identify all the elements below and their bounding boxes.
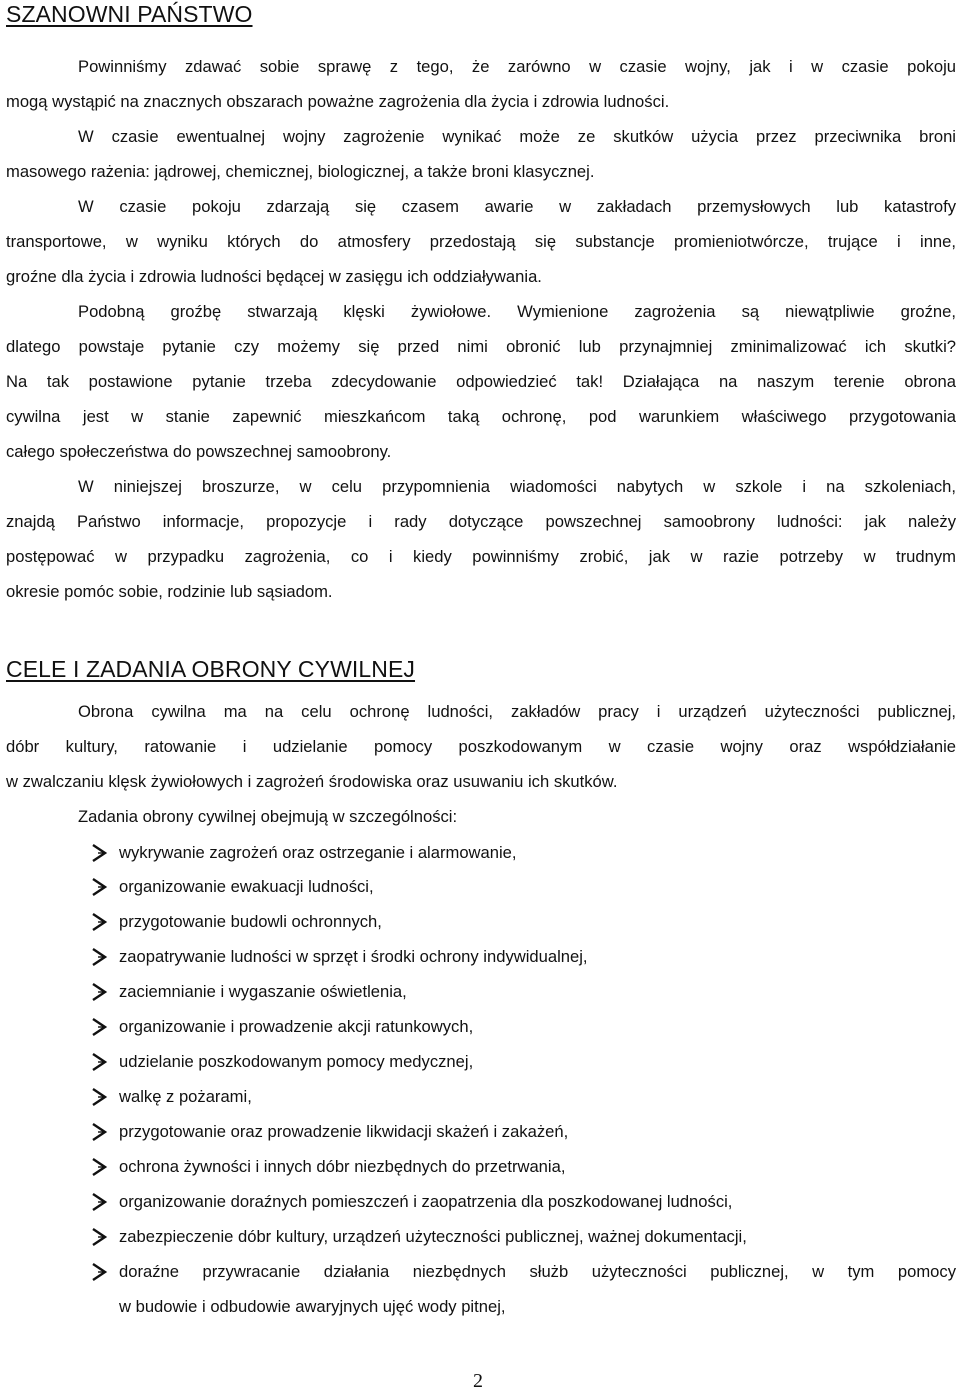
paragraph-line: dlatego powstaje pytanie czy możemy się przed nimi obronić lub przynajmniej zminimalizować ich skutki? (6, 337, 956, 356)
arrowhead-bullet-icon (90, 1087, 112, 1107)
arrowhead-bullet-icon (90, 1052, 112, 1072)
paragraph-line: Na tak postawione pytanie trzeba zdecydowanie odpowiedzieć tak! Działająca na naszym terenie obrona (6, 372, 956, 391)
paragraph-line: W niniejszej broszurze, w celu przypomnienia wiadomości nabytych w szkole i na szkoleniach, (78, 477, 956, 496)
list-item-text: organizowanie i prowadzenie akcji ratunkowych, (119, 1017, 474, 1036)
list-item-text: przygotowanie budowli ochronnych, (119, 912, 382, 931)
list-item-text: przygotowanie oraz prowadzenie likwidacji skażeń i zakażeń, (119, 1122, 569, 1141)
paragraph-line: mogą wystąpić na znacznych obszarach poważne zagrożenia dla życia i zdrowia ludności. (6, 92, 670, 111)
list-item-text: zaciemnianie i wygaszanie oświetlenia, (119, 982, 407, 1001)
list-item-text: zabezpieczenie dóbr kultury, urządzeń użyteczności publicznej, ważnej dokumentacji, (119, 1227, 747, 1246)
paragraph-line: transportowe, w wyniku których do atmosfery przedostają się substancje promieniotwórcze, trujące i inne, (6, 232, 956, 251)
paragraph-line: dóbr kultury, ratowanie i udzielanie pomocy poszkodowanym w czasie wojny oraz współdziałanie (6, 737, 956, 756)
paragraph-line: W czasie ewentualnej wojny zagrożenie wynikać może ze skutków użycia przez przeciwnika broni (78, 127, 956, 146)
list-item-text: organizowanie doraźnych pomieszczeń i zaopatrzenia dla poszkodowanej ludności, (119, 1192, 733, 1211)
paragraph-line: Powinniśmy zdawać sobie sprawę z tego, że zarówno w czasie wojny, jak i w czasie pokoju (78, 57, 956, 76)
page-number: 2 (473, 1370, 483, 1392)
paragraph-line: masowego rażenia: jądrowej, chemicznej, biologicznej, a także broni klasycznej. (6, 162, 595, 181)
paragraph-line: Obrona cywilna ma na celu ochronę ludności, zakładów pracy i urządzeń użyteczności publicznej, (78, 702, 956, 721)
paragraph-line: okresie pomóc sobie, rodzinie lub sąsiadom. (6, 582, 333, 601)
list-item-text: walkę z pożarami, (119, 1087, 252, 1106)
arrowhead-bullet-icon (90, 1192, 112, 1212)
paragraph-line: groźne dla życia i zdrowia ludności będącej w zasięgu ich oddziaływania. (6, 267, 542, 286)
list-item-text: zaopatrywanie ludności w sprzęt i środki ochrony indywidualnej, (119, 947, 588, 966)
list-item-text: wykrywanie zagrożeń oraz ostrzeganie i alarmowanie, (119, 843, 517, 862)
paragraph-line: Zadania obrony cywilnej obejmują w szczególności: (78, 807, 458, 826)
list-item-text: udzielanie poszkodowanym pomocy medycznej, (119, 1052, 474, 1071)
list-item-text: organizowanie ewakuacji ludności, (119, 877, 374, 896)
arrowhead-bullet-icon (90, 912, 112, 932)
paragraph-line: w zwalczaniu klęsk żywiołowych i zagrożeń środowiska oraz usuwaniu ich skutków. (6, 772, 618, 791)
paragraph-line: znajdą Państwo informacje, propozycje i rady dotyczące powszechnej samoobrony ludności: jak należy (6, 512, 956, 531)
paragraph-line: W czasie pokoju zdarzają się czasem awarie w zakładach przemysłowych lub katastrofy (78, 197, 956, 216)
page-heading: SZANOWNI PAŃSTWO (6, 1, 253, 27)
arrowhead-bullet-icon (90, 877, 112, 897)
arrowhead-bullet-icon (90, 1017, 112, 1037)
paragraph-line: Podobną groźbę stwarzają klęski żywiołowe. Wymienione zagrożenia są niewątpliwie groźne, (78, 302, 956, 321)
arrowhead-bullet-icon (90, 1227, 112, 1247)
arrowhead-bullet-icon (90, 982, 112, 1002)
paragraph-line: całego społeczeństwa do powszechnej samoobrony. (6, 442, 392, 461)
arrowhead-bullet-icon (90, 1262, 112, 1282)
section-heading: CELE I ZADANIA OBRONY CYWILNEJ (6, 656, 416, 682)
paragraph-line: cywilna jest w stanie zapewnić mieszkańcom taką ochronę, pod warunkiem właściwego przygotowania (6, 407, 956, 426)
arrowhead-bullet-icon (90, 947, 112, 967)
arrowhead-bullet-icon (90, 1122, 112, 1142)
paragraph-line: postępować w przypadku zagrożenia, co i kiedy powinniśmy zrobić, jak w razie potrzeby w trudnym (6, 547, 956, 566)
list-item-text: w budowie i odbudowie awaryjnych ujęć wody pitnej, (119, 1297, 506, 1316)
arrowhead-bullet-icon (90, 1157, 112, 1177)
arrowhead-bullet-icon (90, 843, 112, 863)
list-item-text: ochrona żywności i innych dóbr niezbędnych do przetrwania, (119, 1157, 566, 1176)
list-item-text: doraźne przywracanie działania niezbędnych służb użyteczności publicznej, w tym pomocy (119, 1262, 956, 1281)
